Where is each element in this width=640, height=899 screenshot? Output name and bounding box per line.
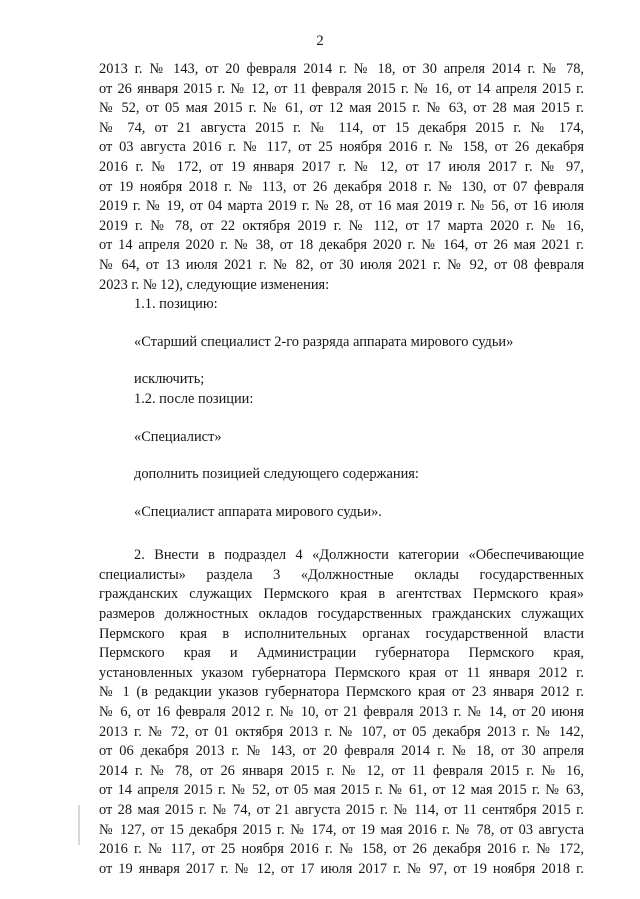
text-line: 2019 г. № 78, от 22 октября 2019 г. № 112, от 17 марта 2020 г. № 16, — [99, 217, 584, 234]
text-line: 2016 г. № 117, от 25 ноября 2016 г. № 158, от 26 декабря 2016 г. № 172, — [99, 841, 584, 858]
text-line: № 6, от 16 февраля 2012 г. № 10, от 21 февраля 2013 г. № 14, от 20 июня — [99, 704, 584, 721]
page-number: 2 — [316, 33, 324, 49]
text-line: размеров должностных окладов государственных гражданских служащих — [99, 606, 584, 623]
text-line: специалисты» раздела 3 «Должностные оклады государственных — [99, 566, 584, 583]
text-line: Пермского края в исполнительных органах государственной власти — [99, 625, 584, 642]
paragraph-item-2 — [99, 546, 584, 879]
text-line: 2023 г. № 12), следующие изменения: — [99, 276, 330, 293]
text-line: от 14 апреля 2015 г. № 52, от 05 мая 2015 г. № 61, от 12 мая 2015 г. № 63, — [99, 782, 584, 799]
exclude-text: исключить; — [134, 371, 205, 388]
text-line: № 127, от 15 декабря 2015 г. № 174, от 19 мая 2016 г. № 78, от 03 августа — [99, 821, 584, 838]
text-line: от 03 августа 2016 г. № 117, от 25 ноября 2016 г. № 158, от 26 декабря — [99, 139, 584, 156]
text-line: установленных указом губернатора Пермского края от 11 января 2012 г. — [99, 664, 584, 681]
text-line: 2016 г. № 172, от 19 января 2017 г. № 12, от 17 июля 2017 г. № 97, — [99, 158, 584, 175]
item-1-1: 1.1. позицию: — [134, 296, 218, 313]
text-line: от 26 января 2015 г. № 12, от 11 февраля 2015 г. № 16, от 14 апреля 2015 г. — [99, 80, 584, 97]
text-line: от 06 декабря 2013 г. № 143, от 20 февраля 2014 г. № 18, от 30 апреля — [99, 743, 584, 760]
supplement-text: дополнить позицией следующего содержания: — [134, 466, 419, 483]
quote-court-specialist: «Специалист аппарата мирового судьи». — [134, 503, 382, 520]
quote-senior-specialist: «Старший специалист 2-го разряда аппарата мирового судьи» — [134, 333, 514, 350]
text-line: гражданских служащих Пермского края в агентствах Пермского края» — [99, 586, 584, 603]
paragraph-amendment-list — [99, 60, 584, 295]
text-line: № 74, от 21 августа 2015 г. № 114, от 15 декабря 2015 г. № 174, — [99, 119, 584, 136]
text-line: 2019 г. № 19, от 04 марта 2019 г. № 28, от 16 мая 2019 г. № 56, от 16 июля — [99, 198, 584, 215]
text-line: 2013 г. № 143, от 20 февраля 2014 г. № 18, от 30 апреля 2014 г. № 78, — [99, 61, 584, 77]
text-line: 2014 г. № 78, от 26 января 2015 г. № 12, от 11 февраля 2015 г. № 16, — [99, 762, 584, 779]
text-line: № 1 (в редакции указов губернатора Пермского края от 23 января 2012 г. — [99, 684, 584, 701]
quote-specialist: «Специалист» — [134, 428, 222, 445]
text-line: от 19 ноября 2018 г. № 113, от 26 декабря 2018 г. № 130, от 07 февраля — [99, 178, 584, 195]
text-line: от 28 мая 2015 г. № 74, от 21 августа 2015 г. № 114, от 11 сентября 2015 г. — [99, 802, 584, 818]
text-line: № 52, от 05 мая 2015 г. № 61, от 12 мая 2015 г. № 63, от 28 мая 2015 г. — [99, 100, 584, 117]
text-line: от 14 апреля 2020 г. № 38, от 18 декабря 2020 г. № 164, от 26 мая 2021 г. — [99, 237, 584, 254]
text-line: Пермского края и Администрации губернатора Пермского края, — [99, 645, 584, 662]
text-line: 2. Внести в подраздел 4 «Должности категории «Обеспечивающие — [134, 547, 584, 564]
text-line: 2013 г. № 72, от 01 октября 2013 г. № 107, от 05 декабря 2013 г. № 142, — [99, 723, 584, 740]
text-line: № 64, от 13 июля 2021 г. № 82, от 30 июля 2021 г. № 92, от 08 февраля — [99, 256, 584, 273]
scan-margin-mark — [78, 805, 80, 845]
item-1-2: 1.2. после позиции: — [134, 390, 254, 407]
text-line: от 19 января 2017 г. № 12, от 17 июля 2017 г. № 97, от 19 ноября 2018 г. — [99, 860, 584, 877]
document-body — [99, 60, 584, 879]
